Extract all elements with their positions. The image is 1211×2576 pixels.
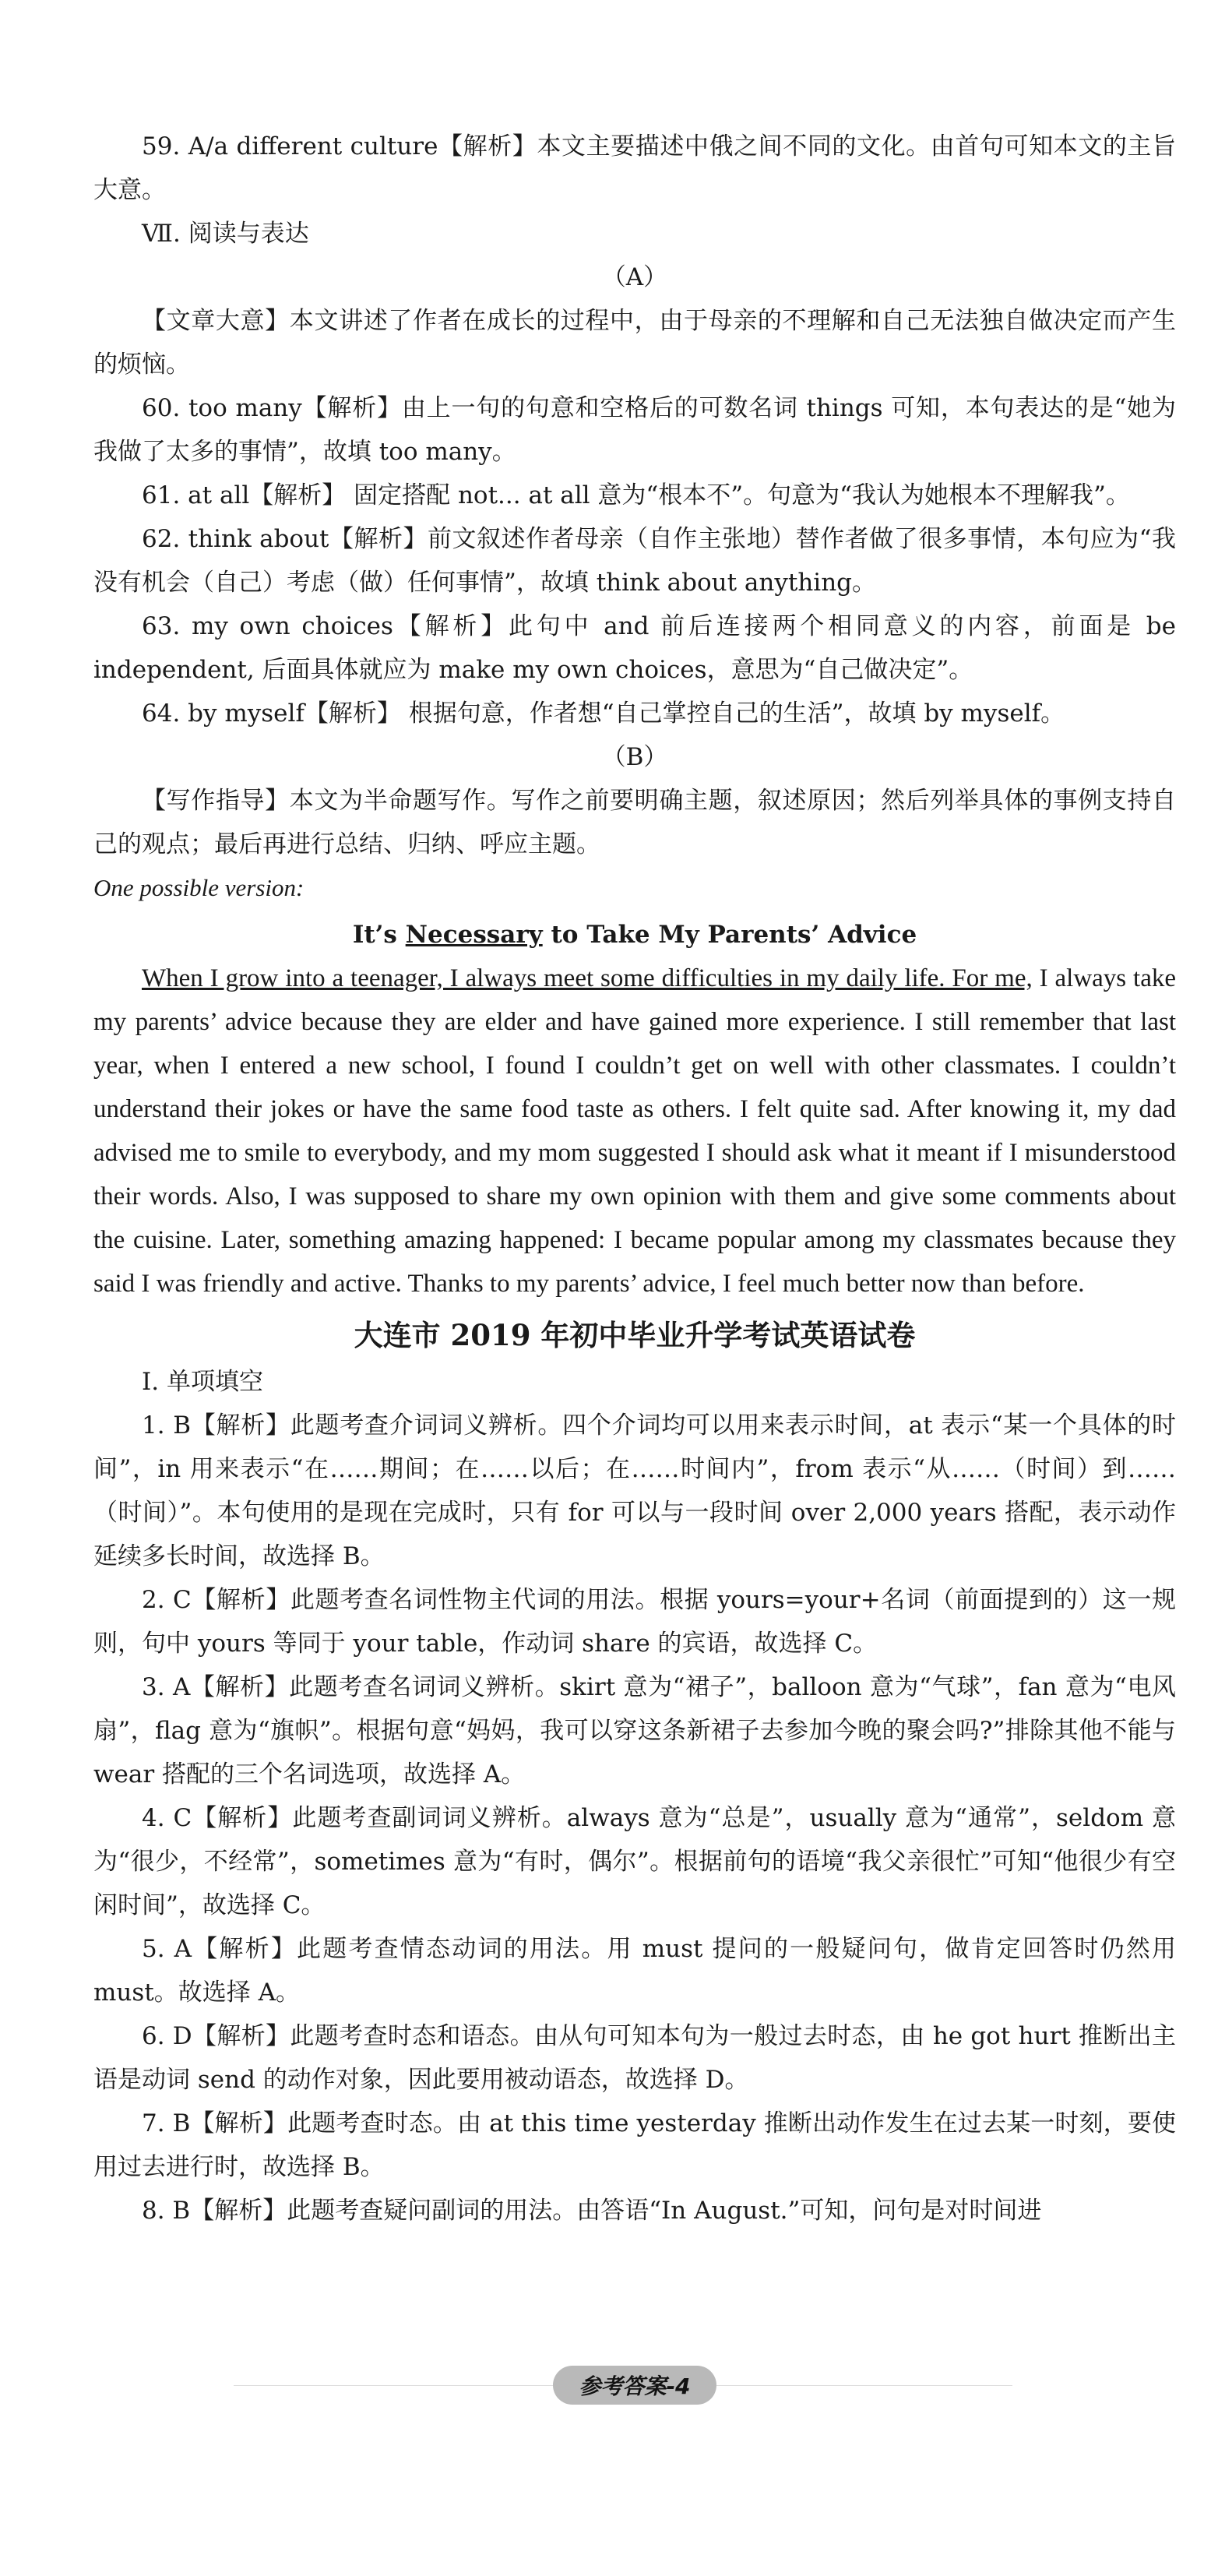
section-heading-single-choice: Ⅰ. 单项填空 (142, 1368, 263, 1396)
answer-page (93, 125, 1176, 2232)
page-footer-badge: 参考答案-4 (553, 2366, 716, 2405)
q2-explanation: 2. C【解析】此题考查名词性物主代词的用法。根据 yours=your+名词（前面提到的）这一规则，句中 yours 等同于 your table，作动词 share 的宾语，故选择 C。 (93, 1586, 1176, 1658)
q8-explanation: 8. B【解析】此题考查疑问副词的用法。由答语“In August.”可知，问句是对时间进 (142, 2197, 1042, 2225)
q61-explanation: 61. at all【解析】 固定搭配 not... at all 意为“根本不”。句意为“我认为她根本不理解我”。 (142, 481, 1130, 509)
writing-guide: 【写作指导】本文为半命题写作。写作之前要明确主题，叙述原因；然后列举具体的事例支持自己的观点；最后再进行总结、归纳、呼应主题。 (93, 787, 1176, 858)
q7-explanation: 7. B【解析】此题考查时态。由 at this time yesterday 推断出动作发生在过去某一时刻，要使用过去进行时，故选择 B。 (93, 2109, 1176, 2181)
q5-explanation: 5. A【解析】此题考查情态动词的用法。用 must 提问的一般疑问句，做肯定回答时仍然用 must。故选择 A。 (93, 1935, 1176, 2007)
essay-title-prefix: It’s (352, 921, 406, 949)
q6-explanation: 6. D【解析】此题考查时态和语态。由从句可知本句为一般过去时态，由 he got hurt 推断出主语是动词 send 的动作对象，因此要用被动语态，故选择 D。 (93, 2022, 1176, 2094)
q4-explanation: 4. C【解析】此题考查副词词义辨析。always 意为“总是”，usually 意为“通常”，seldom 意为“很少，不经常”，sometimes 意为“有时，偶尔”。根据前句的语境“我父亲很忙”可知“他很少有空闲时间”，故选择 C。 (93, 1804, 1176, 1919)
essay-title-underlined: Necessary (405, 921, 543, 949)
essay-opening-underlined: When I grow into a teenager, I always meet some difficulties in my daily life. For me, (142, 964, 1033, 992)
q59-explanation: 59. A/a different culture【解析】本文主要描述中俄之间不同的文化。由首句可知本文的主旨大意。 (93, 132, 1176, 204)
exam-title: 大连市 2019 年初中毕业升学考试英语试卷 (354, 1318, 916, 1352)
q3-explanation: 3. A【解析】此题考查名词词义辨析。skirt 意为“裙子”，balloon 意为“气球”，fan 意为“电风扇”，flag 意为“旗帜”。根据句意“妈妈，我可以穿这条新裙子去参加今晚的聚会吗?”排除其他不能与 wear 搭配的三个名词选项，故选择 A。 (93, 1673, 1176, 1788)
sample-essay (93, 913, 1176, 1306)
part-b-label: （B） (601, 743, 668, 771)
essay-body-text: I always take my parents’ advice because they are elder and have gained more experience. I still remember that last year, when I entered a new school, I found I couldn’t get on well with other classmates. I couldn’t understand their jokes or have the same food taste as others. I felt quite sad. After knowing it, my dad advised me to smile to everybody, and my mom suggested I should ask what it meant if I misunderstood their words. Also, I was supposed to share my own opinion with them and give some comments about the cuisine. Later, something amazing happened: I became popular among my classmates because they said I was friendly and active. Thanks to my parents’ advice, I feel much better now than before. (93, 964, 1176, 1298)
essay-title (93, 913, 1176, 957)
q1-explanation: 1. B【解析】此题考查介词词义辨析。四个介词均可以用来表示时间，at 表示“某一个具体的时间”，in 用来表示“在……期间；在……以后；在……时间内”，from 表示“从……（时间）到……（时间）”。本句使用的是现在完成时，只有 for 可以与一段时间 over 2,000 years 搭配，表示动作延续多长时间，故选择 B。 (93, 1411, 1176, 1570)
q63-explanation: 63. my own choices【解析】此句中 and 前后连接两个相同意义的内容，前面是 be independent, 后面具体就应为 make my own choices，意思为“自己做决定”。 (93, 612, 1176, 684)
q64-explanation: 64. by myself【解析】 根据句意，作者想“自己掌控自己的生活”，故填 by myself。 (142, 700, 1065, 728)
q60-explanation: 60. too many【解析】由上一句的句意和空格后的可数名词 things 可知，本句表达的是“她为我做了太多的事情”，故填 too many。 (93, 394, 1176, 466)
q62-explanation: 62. think about【解析】前文叙述作者母亲（自作主张地）替作者做了很多事情，本句应为“我没有机会（自己）考虑（做）任何事情”，故填 think about anything。 (93, 525, 1176, 597)
part-a-label: （A） (601, 263, 668, 291)
essay-body (93, 957, 1176, 1306)
article-summary: 【文章大意】本文讲述了作者在成长的过程中，由于母亲的不理解和自己无法独自做决定而产生的烦恼。 (93, 307, 1176, 379)
essay-title-suffix: to Take My Parents’ Advice (542, 921, 917, 949)
possible-version-label: One possible version: (93, 874, 305, 901)
section-heading-reading: Ⅶ. 阅读与表达 (142, 220, 309, 248)
